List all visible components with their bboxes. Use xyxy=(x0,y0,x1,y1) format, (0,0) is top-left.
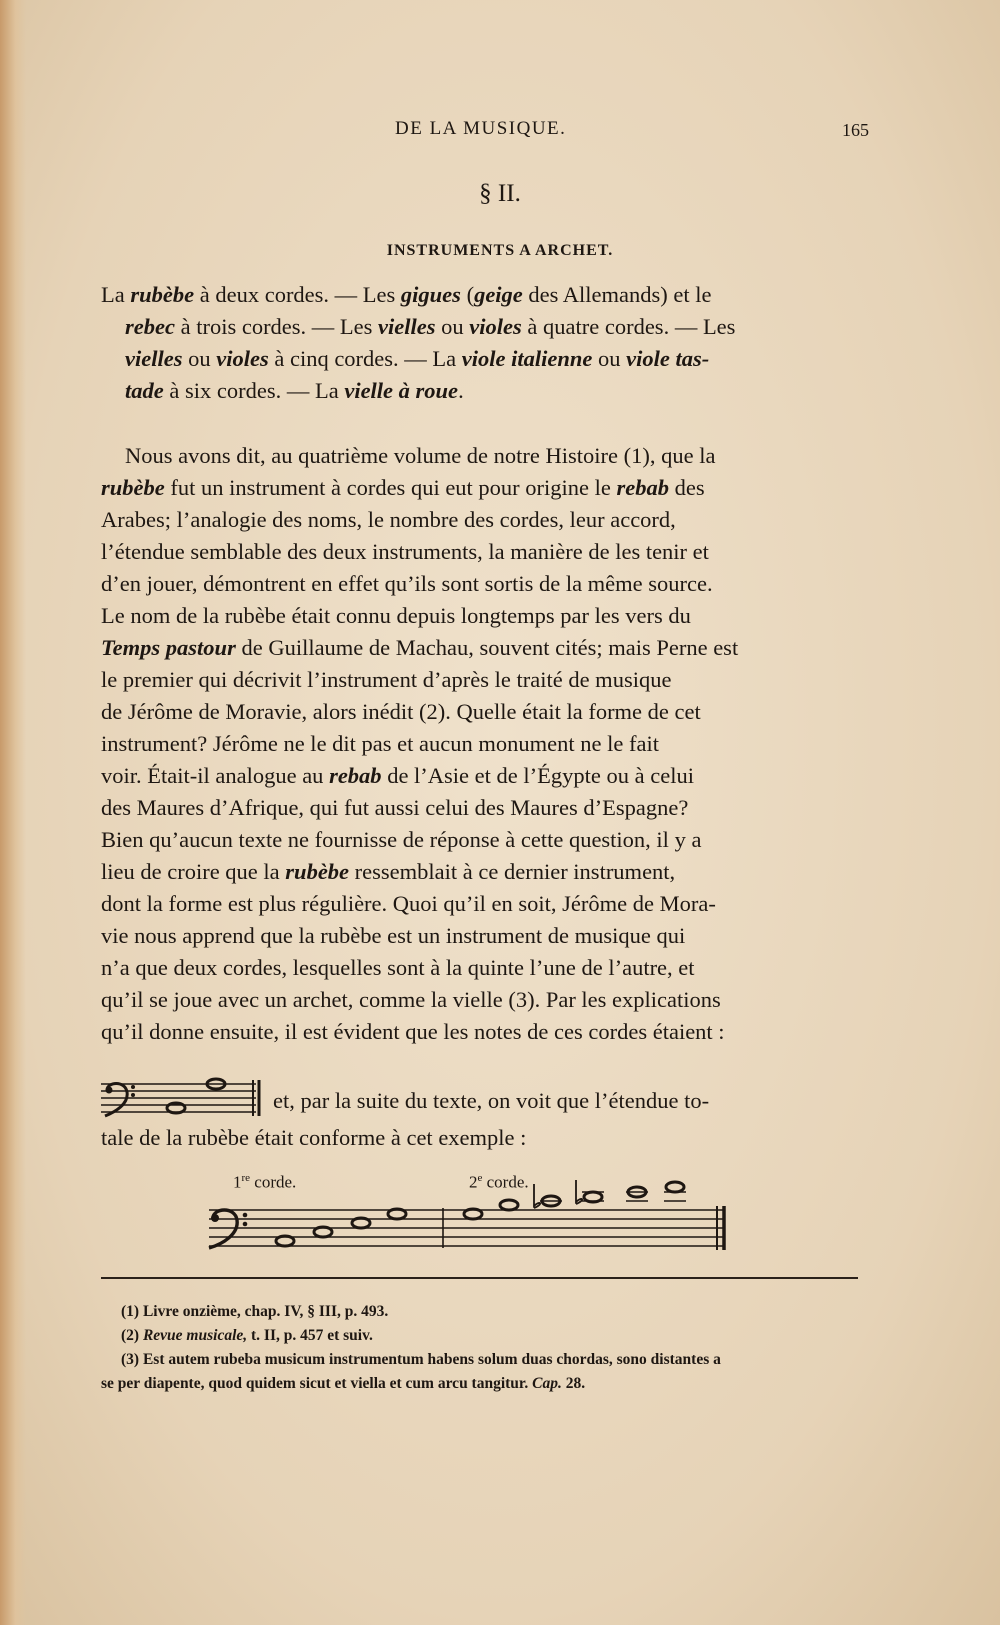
whole-note-icon xyxy=(167,1103,185,1113)
page-header xyxy=(0,118,1000,148)
footnote-2: (2) Revue musicale, t. II, p. 457 et suiv. xyxy=(121,1327,373,1344)
string-2-label: 2e corde. xyxy=(469,1172,529,1192)
text-line: tale de la rubèbe était conforme à cet exemple : xyxy=(101,1125,527,1150)
footnote-3: (3) Est autem rubeba musicum instrumentum habens solum duas chordas, sono distantes a xyxy=(121,1351,721,1368)
text-line: des Maures d’Afrique, qui fut aussi celui des Maures d’Espagne? xyxy=(101,795,689,820)
text-line: qu’il se joue avec un archet, comme la vielle (3). Par les explications xyxy=(101,987,721,1012)
whole-note-icon xyxy=(666,1182,684,1192)
inline-staff-row xyxy=(101,1076,871,1126)
text-line: le premier qui décrivit l’instrument d’après le traité de musique xyxy=(101,667,672,692)
text-line: instrument? Jérôme ne le dit pas et aucun monument ne le fait xyxy=(101,731,659,756)
whole-note-icon xyxy=(276,1236,294,1246)
text-line: Temps pastour de Guillaume de Machau, souvent cités; mais Perne est xyxy=(101,635,739,660)
running-title: DE LA MUSIQUE. xyxy=(395,118,567,139)
text-line: de Jérôme de Moravie, alors inédit (2). Quelle était la forme de cet xyxy=(101,699,701,724)
string-1-label: 1re corde. xyxy=(233,1172,297,1192)
summary-line: vielles ou violes à cinq cordes. — La viole italienne ou viole tas- xyxy=(125,346,710,371)
footnotes xyxy=(101,1300,871,1396)
section-title: INSTRUMENTS A ARCHET. xyxy=(386,242,614,259)
body-paragraph xyxy=(101,440,871,1048)
music-staff-example xyxy=(205,1172,765,1262)
section-number: § II. xyxy=(479,180,521,207)
text-line: lieu de croire que la rubèbe ressemblait à ce dernier instrument, xyxy=(101,859,676,884)
footnote-separator xyxy=(101,1277,858,1279)
whole-note-icon xyxy=(464,1209,482,1219)
text-line: rubèbe fut un instrument à cordes qui eut pour origine le rebab des xyxy=(101,475,705,500)
whole-note-icon xyxy=(500,1200,518,1210)
text-line: voir. Était-il analogue au rebab de l’Asie et de l’Égypte ou à celui xyxy=(101,763,694,788)
footnote-1: (1) Livre onzième, chap. IV, § III, p. 493. xyxy=(121,1303,389,1320)
text-line: qu’il donne ensuite, il est évident que les notes de ces cordes étaient : xyxy=(101,1019,725,1044)
text-line: l’étendue semblable des deux instruments, la manière de les tenir et xyxy=(101,539,709,564)
text-line: Nous avons dit, au quatrième volume de notre Histoire (1), que la xyxy=(125,443,716,468)
text-line: Le nom de la rubèbe était connu depuis longtemps par les vers du xyxy=(101,603,691,628)
inline-bass-staff xyxy=(101,1076,266,1120)
whole-note-icon xyxy=(352,1218,370,1228)
summary-line: tade à six cordes. — La vielle à roue. xyxy=(125,378,464,403)
section-summary xyxy=(101,279,871,407)
whole-note-icon xyxy=(388,1209,406,1219)
text-line-after-staff: et, par la suite du texte, on voit que l’étendue to- xyxy=(273,1088,710,1113)
text-line: n’a que deux cordes, lesquelles sont à la quinte l’une de l’autre, et xyxy=(101,955,695,980)
summary-line: La rubèbe à deux cordes. — Les gigues (geige des Allemands) et le xyxy=(101,282,712,307)
text-line: vie nous apprend que la rubèbe est un instrument de musique qui xyxy=(101,923,686,948)
text-line: d’en jouer, démontrent en effet qu’ils sont sortis de la même source. xyxy=(101,571,713,596)
text-line: Arabes; l’analogie des noms, le nombre des cordes, leur accord, xyxy=(101,507,676,532)
bass-clef-icon xyxy=(105,1084,135,1117)
bass-clef-icon xyxy=(209,1210,247,1248)
page-number: 165 xyxy=(842,120,869,140)
text-line: dont la forme est plus régulière. Quoi qu’il en soit, Jérôme de Mora- xyxy=(101,891,716,916)
text-line: Bien qu’aucun texte ne fournisse de réponse à cette question, il y a xyxy=(101,827,702,852)
whole-note-icon xyxy=(314,1227,332,1237)
summary-line: rebec à trois cordes. — Les vielles ou violes à quatre cordes. — Les xyxy=(125,314,736,339)
footnote-3-continued: se per diapente, quod quidem sicut et viella et cum arcu tangitur. Cap. 28. xyxy=(101,1375,586,1392)
